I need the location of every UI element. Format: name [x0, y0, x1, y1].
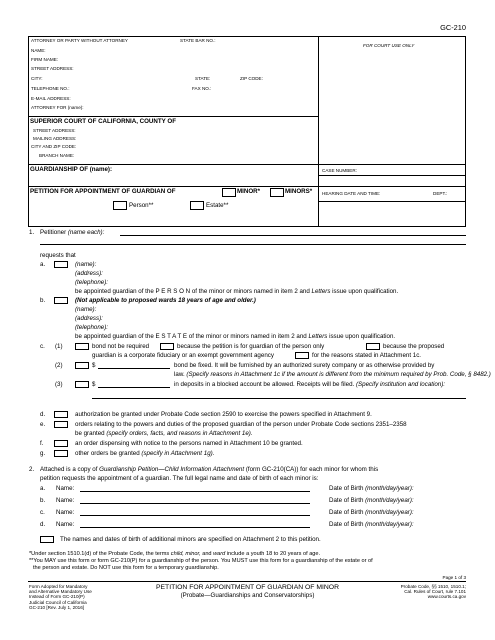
- petitioner-label: Petitioner (name each):: [40, 229, 105, 236]
- bond-not-required-checkbox[interactable]: [75, 343, 89, 350]
- case-number-label: CASE NUMBER:: [322, 168, 357, 173]
- dept-label: DEPT.:: [433, 191, 448, 196]
- header-frame: [28, 36, 466, 227]
- attorney-label: ATTORNEY OR PARTY WITHOUT ATTORNEY: [31, 38, 128, 43]
- footnote-2: **You MAY use this form or form GC-210(P) for a guardianship of the person. You MUST use this form for a guardianship of the estate or of: [29, 558, 373, 564]
- city-label: CITY:: [31, 76, 43, 81]
- court-mailing-label: MAILING ADDRESS:: [33, 136, 77, 141]
- email-label: E-MAIL ADDRESS:: [31, 96, 71, 101]
- guardian-person-only-checkbox[interactable]: [160, 343, 174, 350]
- court-branch-label: BRANCH NAME:: [39, 153, 75, 158]
- street-label: STREET ADDRESS:: [31, 66, 74, 71]
- firm-label: FIRM NAME:: [31, 57, 59, 62]
- guardianship-of-label: GUARDIANSHIP OF (name):: [30, 166, 113, 173]
- attachment-1c-checkbox[interactable]: [295, 352, 309, 359]
- item-2-number: 2.: [29, 466, 35, 473]
- person-checkbox[interactable]: [113, 201, 127, 210]
- blocked-account-checkbox[interactable]: [75, 381, 89, 388]
- court-street-label: STREET ADDRESS:: [33, 128, 76, 133]
- estate-checkbox[interactable]: [190, 201, 204, 210]
- item-1b-checkbox[interactable]: [54, 297, 68, 304]
- bond-fixed-checkbox[interactable]: [75, 362, 89, 369]
- item-1g-checkbox[interactable]: [54, 450, 68, 457]
- footnote-3: the person and estate. Do NOT use this form for a temporary guardianship.: [33, 565, 219, 571]
- minors-checkbox[interactable]: [270, 188, 284, 197]
- petition-title: PETITION FOR APPOINTMENT OF GUARDIAN OF: [30, 188, 176, 195]
- court-use-label: FOR COURT USE ONLY: [363, 43, 415, 48]
- state-label: STATE:: [195, 76, 211, 81]
- item-1e-checkbox[interactable]: [54, 421, 68, 428]
- form-number: GC-210: [440, 23, 466, 32]
- minor-label: MINOR*: [237, 188, 261, 195]
- estate-label: Estate**: [206, 202, 229, 209]
- item-1f-checkbox[interactable]: [54, 440, 68, 447]
- item-1a-checkbox[interactable]: [54, 261, 68, 268]
- item-1d-checkbox[interactable]: [54, 411, 68, 418]
- name-label: NAME:: [31, 48, 46, 53]
- footnote-1: *Under section 1510.1(d) of the Probate Code, the terms child, minor, and ward include a youth 18 to 20 years of age.: [29, 551, 321, 557]
- footer-center: PETITION FOR APPOINTMENT OF GUARDIAN OF MINOR (Probate—Guardianships and Conservatorships): [155, 584, 340, 599]
- requests-label: requests that: [40, 252, 76, 259]
- person-label: Person**: [129, 202, 154, 209]
- item-2-text: Attached is a copy of Guardianship Petition—Child Information Attachment (form GC-210(CA)) for each minor for whom this: [40, 466, 379, 473]
- minors-label: MINORS*: [285, 188, 313, 195]
- hearing-label: HEARING DATE AND TIME:: [322, 191, 381, 196]
- zip-label: ZIP CODE:: [240, 76, 263, 81]
- additional-minors-checkbox[interactable]: [40, 536, 54, 543]
- telephone-label: TELEPHONE NO.:: [31, 86, 70, 91]
- state-bar-label: STATE BAR NO.:: [180, 38, 216, 43]
- minor-checkbox[interactable]: [222, 188, 236, 197]
- item-1-number: 1.: [29, 229, 35, 236]
- corporate-fiduciary-checkbox[interactable]: [366, 343, 380, 350]
- item-1a-text: be appointed guardian of the P E R S O N of the minor or minors named in item 2 and Letters issue upon qualification.: [75, 288, 399, 295]
- footer-left: Form Adopted for Mandatory and Alternative Mandatory Use Instead of Form GC-210(P) Judicial Council of California GC-210 [Rev. July 1, 2016]: [29, 584, 92, 610]
- fax-label: FAX NO.:: [192, 86, 212, 91]
- court-title: SUPERIOR COURT OF CALIFORNIA, COUNTY OF: [30, 118, 176, 125]
- court-city-label: CITY AND ZIP CODE:: [31, 144, 77, 149]
- footer-right: Probate Code, §§ 1510, 1510.1; Cal. Rules of Court, rule 7.101 www.courts.ca.gov: [400, 584, 466, 600]
- attorney-for-label: ATTORNEY FOR (name):: [31, 105, 84, 110]
- item-1b-text: be appointed guardian of the E S T A T E of the minor or minors named in item 2 and Letters issue upon qualification.: [75, 333, 396, 340]
- page-number: Page 1 of 3: [442, 575, 466, 580]
